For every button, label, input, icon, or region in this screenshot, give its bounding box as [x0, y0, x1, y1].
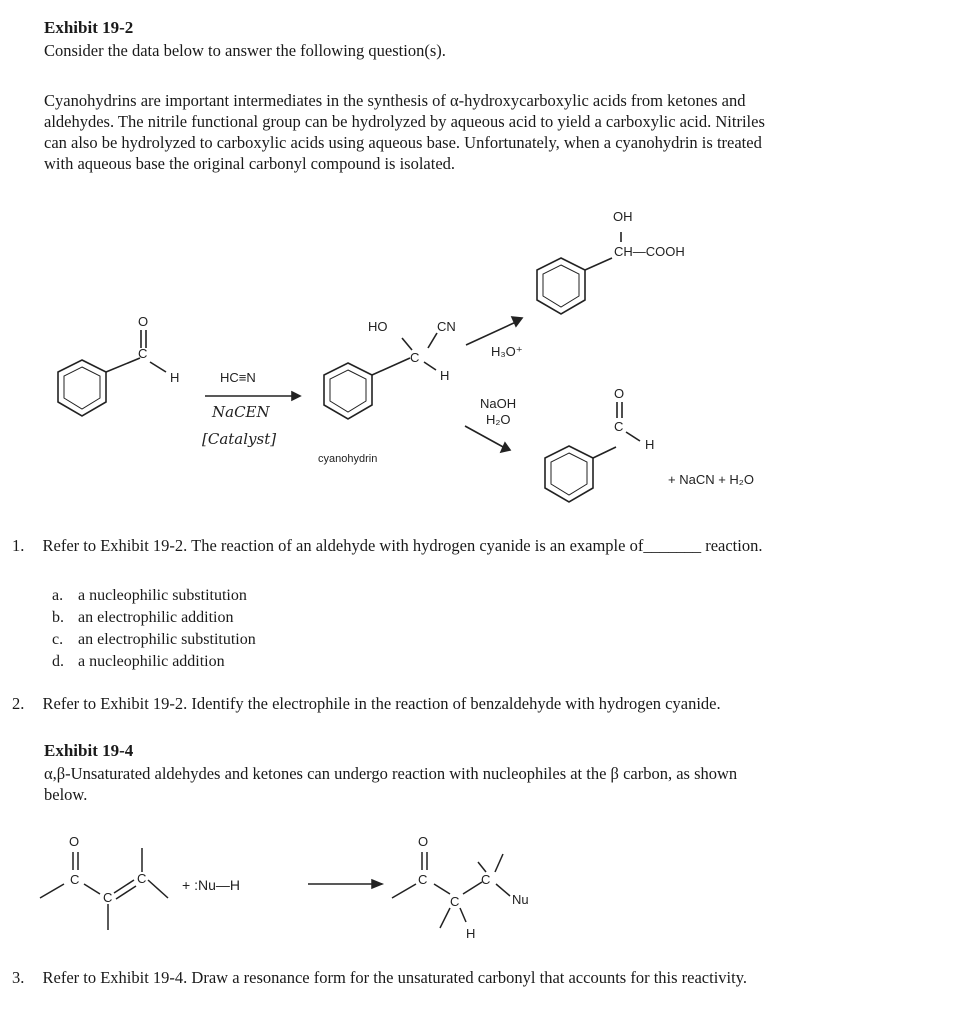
byproducts-label: + NaCN + H₂O — [668, 472, 754, 487]
paragraph-line: α,β-Unsaturated aldehydes and ketones can undergo reaction with nucleophiles at the β carbon, as shown — [44, 764, 738, 783]
handwritten-catalyst: [Catalyst] — [202, 430, 277, 448]
product-carbonyl-carbon: C — [418, 872, 428, 887]
reactant-alpha-carbon: C — [103, 890, 113, 905]
question-1-options — [52, 585, 256, 673]
question-number: 3. — [12, 968, 25, 987]
option-c[interactable]: c. an electrophilic substitution — [52, 631, 256, 648]
carbonyl-carbon-label: C — [138, 346, 148, 361]
handwritten-nacn: NaCEN — [212, 403, 270, 421]
cyanohydrin-caption: cyanohydrin — [318, 453, 378, 465]
product-h-label: H — [645, 437, 655, 452]
product-oxygen: O — [418, 834, 429, 849]
hcn-reagent: HC≡N — [220, 370, 256, 385]
option-b[interactable]: b. an electrophilic addition — [52, 609, 234, 626]
exhibit-19-2-title: Exhibit 19-2 — [44, 18, 134, 37]
cyanohydrin-reaction-scheme — [0, 195, 956, 515]
question-text: Refer to Exhibit 19-2. Identify the electrophile in the reaction of benzaldehyde with hydrogen cyanide. — [42, 694, 721, 713]
product-ch-cooh-label: CH—COOH — [614, 244, 685, 259]
paragraph-line: below. — [44, 785, 88, 804]
paragraph-line: can also be hydrolyzed to carboxylic acids using aqueous base. Unfortunately, when a cyanohydrin is treated — [44, 133, 762, 152]
product-alpha-hydrogen: H — [466, 926, 476, 941]
question-1 — [12, 536, 762, 556]
question-text: Refer to Exhibit 19-2. The reaction of an aldehyde with hydrogen cyanide is an example of — [42, 536, 644, 555]
product-nucleophile: Nu — [512, 892, 529, 907]
exhibit-19-2-instruction: Consider the data below to answer the following question(s). — [44, 41, 446, 60]
option-d[interactable]: d. a nucleophilic addition — [52, 653, 225, 670]
option-a[interactable]: a. a nucleophilic substitution — [52, 587, 247, 604]
acid-reagent: H₃O⁺ — [491, 344, 523, 359]
conjugate-addition-scheme — [0, 815, 956, 955]
nucleophile-reagent: + :Nu—H — [182, 877, 240, 893]
question-number: 1. — [12, 536, 25, 555]
product-oxygen-label: O — [614, 386, 625, 401]
cyanohydrin-h-label: H — [440, 368, 450, 383]
question-2 — [12, 694, 721, 714]
carbonyl-oxygen-label: O — [138, 314, 149, 329]
reactant-carbonyl-carbon: C — [70, 872, 80, 887]
paragraph-line: aldehydes. The nitrile functional group can be hydrolyzed by aqueous acid to yield a carboxylic acid. Nitriles — [44, 112, 765, 131]
hydroxyl-label: HO — [368, 319, 388, 334]
cyanohydrin-carbon-label: C — [410, 350, 420, 365]
aldehyde-h-label: H — [170, 370, 180, 385]
nitrile-label: CN — [437, 319, 456, 334]
product-carbon-label: C — [614, 419, 624, 434]
question-number: 2. — [12, 694, 25, 713]
exhibit-19-4-title: Exhibit 19-4 — [44, 741, 134, 760]
answer-blank[interactable]: _______ — [643, 536, 702, 555]
product-oh-label: OH — [613, 209, 633, 224]
product-alpha-carbon: C — [450, 894, 460, 909]
product-beta-carbon: C — [481, 872, 491, 887]
question-3 — [12, 968, 747, 988]
base-reagent-naoh: NaOH — [480, 396, 517, 411]
question-text: Refer to Exhibit 19-4. Draw a resonance form for the unsaturated carbonyl that accounts for this reactivity. — [42, 968, 748, 987]
base-reagent-water: H₂O — [486, 412, 511, 427]
reactant-beta-carbon: C — [137, 871, 147, 886]
paragraph-line: Cyanohydrins are important intermediates in the synthesis of α-hydroxycarboxylic acids from ketones and — [44, 91, 746, 110]
paragraph-line: with aqueous base the original carbonyl compound is isolated. — [44, 154, 456, 173]
exhibit-19-4-paragraph — [44, 763, 944, 805]
question-tail: reaction. — [705, 536, 763, 555]
reactant-oxygen: O — [69, 834, 80, 849]
exhibit-19-2-paragraph — [44, 90, 944, 174]
